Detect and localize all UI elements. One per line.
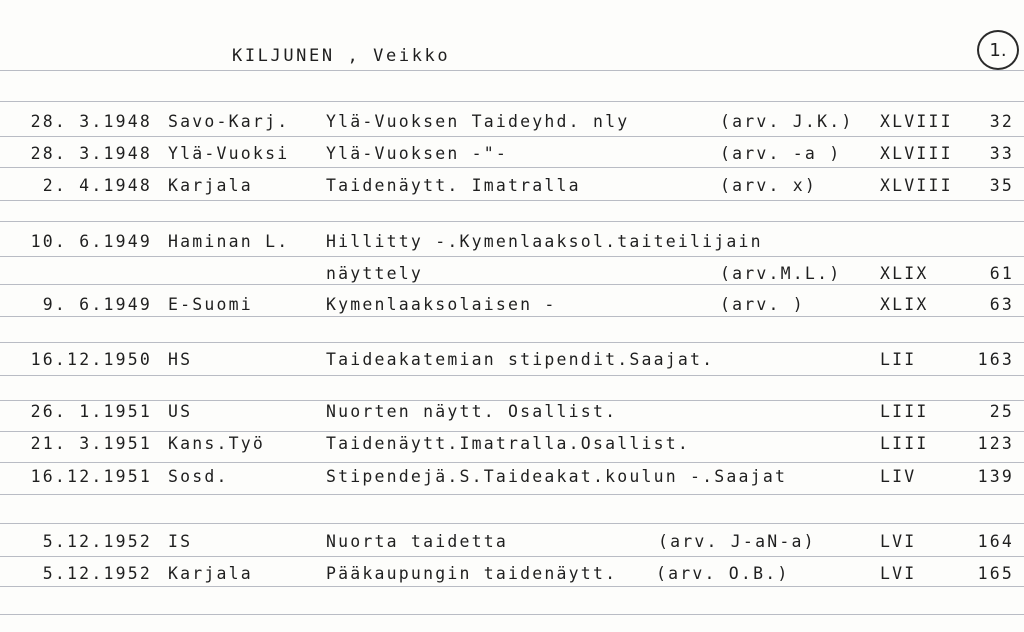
entry-page: 63 [989,295,1014,314]
entry-source: Ylä-Vuoksi [168,144,290,163]
entry-volume: LIII [880,402,929,421]
ruled-line [0,375,1024,376]
entry-page: 32 [989,112,1014,131]
entry-title: Hillitty -.Kymenlaaksol.taiteilijain [326,232,763,251]
card-number: 1. [989,39,1007,61]
entry-date: 5.12.1952 [42,532,152,551]
ruled-line [0,70,1024,71]
entry-volume: LVI [880,564,917,583]
entry-date: 5.12.1952 [42,564,152,583]
entry-volume: XLVIII [880,176,953,195]
entry-title: Stipendejä.S.Taideakat.koulun -.Saajat [326,467,788,486]
entry-volume: XLVIII [880,112,953,131]
entry-date: 16.12.1951 [30,467,152,486]
entry-title: Taideakatemian stipendit.Saajat. [326,350,715,369]
ruled-line [0,431,1024,432]
ruled-line [0,200,1024,201]
entry-title: Kymenlaaksolaisen - [326,295,557,314]
entry-page: 164 [977,532,1014,551]
entry-source: Sosd. [168,467,229,486]
entry-volume: LII [880,350,917,369]
ruled-line [0,136,1024,137]
entry-volume: LIV [880,467,917,486]
entry-date: 26. 1.1951 [30,402,152,421]
entry-date: 21. 3.1951 [30,434,152,453]
entry-title: Pääkaupungin taidenäytt. [326,564,618,583]
entry-title: Nuorten näytt. Osallist. [326,402,618,421]
entry-source: IS [168,532,193,551]
ruled-line [0,614,1024,615]
entry-source: Karjala [168,564,253,583]
entry-page: 163 [977,350,1014,369]
entry-date: 16.12.1950 [30,350,152,369]
ruled-line [0,284,1024,285]
entry-source: Savo-Karj. [168,112,290,131]
entry-title: Nuorta taidetta [326,532,509,551]
entry-source: HS [168,350,193,369]
ruled-line [0,221,1024,222]
ruled-line [0,400,1024,401]
entry-note: (arv. -a ) [720,144,842,163]
ruled-line [0,316,1024,317]
entry-title: Ylä-Vuoksen -"- [326,144,509,163]
entry-source: Haminan L. [168,232,290,251]
entry-note: (arv. x) [720,176,818,195]
entry-volume: XLIX [880,295,929,314]
entry-note: (arv.M.L.) [720,264,842,283]
entry-source: Kans.Työ [168,434,266,453]
entry-title: Taidenäytt.Imatralla.Osallist. [326,434,691,453]
entry-title: Taidenäytt. Imatralla [326,176,581,195]
entry-volume: LVI [880,532,917,551]
entry-page: 61 [989,264,1014,283]
entry-page: 35 [989,176,1014,195]
entry-source: US [168,402,193,421]
entry-volume: XLIX [880,264,929,283]
entry-page: 165 [977,564,1014,583]
ruled-line [0,167,1024,168]
entry-date: 28. 3.1948 [30,144,152,163]
entry-note: (arv. O.B.) [656,564,790,583]
entry-date: 28. 3.1948 [30,112,152,131]
entry-date: 9. 6.1949 [42,295,152,314]
entry-title: Ylä-Vuoksen Taideyhd. nly [326,112,630,131]
entry-note: (arv. ) [720,295,805,314]
entry-volume: XLVIII [880,144,953,163]
entry-source: Karjala [168,176,253,195]
ruled-line [0,494,1024,495]
entry-date: 2. 4.1948 [42,176,152,195]
entry-volume: LIII [880,434,929,453]
person-name: KILJUNEN , Veikko [232,46,451,66]
ruled-line [0,586,1024,587]
entry-page: 139 [977,467,1014,486]
entry-page: 25 [989,402,1014,421]
entry-note: (arv. J-aN-a) [658,532,816,551]
entry-page: 33 [989,144,1014,163]
card-number-circle [977,30,1019,70]
entry-title: näyttely [326,264,424,283]
ruled-line [0,342,1024,343]
entry-note: (arv. J.K.) [720,112,854,131]
entry-date: 10. 6.1949 [30,232,152,251]
ruled-line [0,101,1024,102]
ruled-line [0,556,1024,557]
ruled-line [0,462,1024,463]
entry-page: 123 [977,434,1014,453]
entry-source: E-Suomi [168,295,253,314]
ruled-line [0,256,1024,257]
ruled-line [0,523,1024,524]
